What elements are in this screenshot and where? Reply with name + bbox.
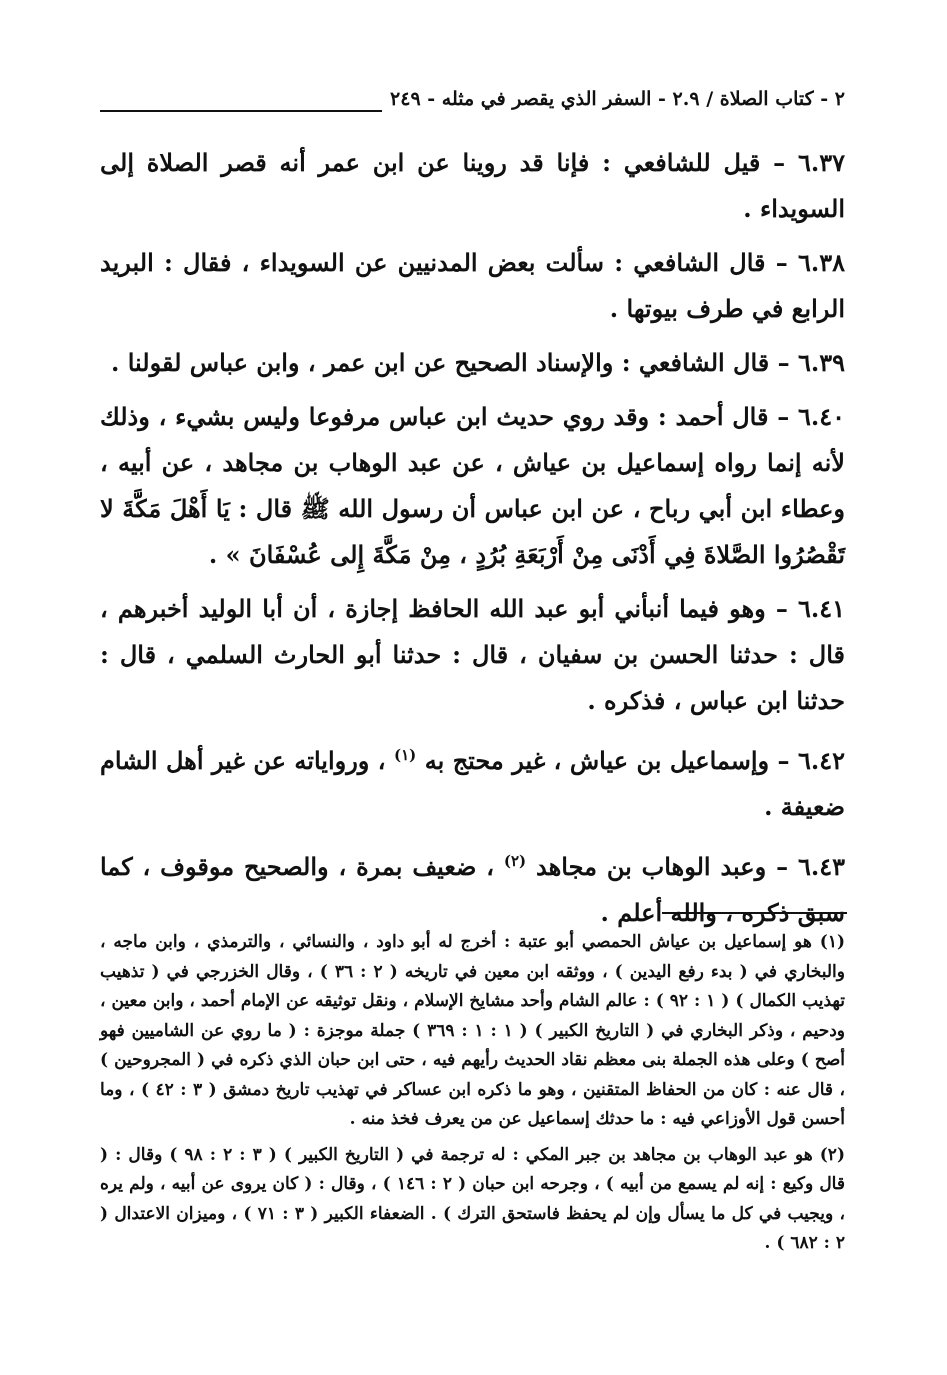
footnote-2: (٢) هو عبد الوهاب بن مجاهد بن جبر المكي : له ترجمة في ( التاريخ الكبير ) ( ٣ : ٢ : ٩٨ ) وقال : ( قال وكيع : إنه لم يسمع من أبيه ) ، وجرحه ابن حبان ( ٢ : ١٤٦ ) ، وقال : ( كان يروى عن أبيه ، ولم يره ، ويجيب في كل ما يسأل وإن لم يحفظ فاستحق الترك ) . الضعفاء الكبير ( ٣ : ٧١ ) ، وميزان الاعتدال ( ٢ : ٦٨٢ ) . — [100, 1144, 845, 1253]
paragraph-6-38 — [100, 240, 845, 332]
paragraph-6-41 — [100, 586, 845, 724]
paragraph-6-43 — [100, 838, 845, 936]
paragraph-6-39 — [100, 340, 845, 386]
paragraph-number: ٦.٤٣ — [797, 852, 845, 881]
paragraph-number: ٦.٣٩ — [797, 348, 845, 377]
paragraph-6-37 — [100, 140, 845, 232]
paragraph-text-continued: ، ضعيف بمرة ، والصحيح موقوف ، كما سبق ذكره ، والله أعلم . — [100, 852, 845, 927]
paragraph-number: ٦.٤٠ — [797, 402, 846, 431]
paragraph-text-continued: ، ورواياته عن غير أهل الشام ضعيفة . — [100, 746, 845, 821]
paragraph-number: ٦.٤٢ — [798, 746, 846, 775]
header-rule — [100, 96, 382, 112]
paragraph-text: – وإسماعيل بن عياش ، غير محتج به — [424, 746, 790, 775]
paragraph-6-42 — [100, 732, 845, 830]
paragraph-6-40 — [100, 394, 845, 578]
footnote-ref-1[interactable]: (١) — [394, 746, 417, 764]
paragraph-text: – قال أحمد : وقد روي حديث ابن عباس مرفوعا وليس بشيء ، وذلك لأنه إنما رواه إسماعيل بن عياش ، عن عبد الوهاب بن مجاهد ، عن أبيه ، وعطاء ابن أبي رباح ، عن ابن عباس أن رسول الله ﷺ قال : يَا أَهْلَ مَكَّةَ لا تَقْصُرُوا الصَّلاةَ فِي أَدْنَى مِنْ أَرْبَعَةِ بُرُدٍ ، مِنْ مَكَّةَ إِلى عُسْفَانَ » . — [100, 402, 845, 569]
paragraph-text: – وهو فيما أنبأني أبو عبد الله الحافظ إجازة ، أن أبا الوليد أخبرهم ، قال : حدثنا الحسن بن سفيان ، قال : حدثنا أبو الحارث السلمي ، قال : حدثنا ابن عباس ، فذكره . — [100, 594, 845, 715]
footnote-ref-2[interactable]: (٢) — [503, 852, 527, 870]
footnotes — [100, 928, 845, 1265]
footnote-1: (١) هو إسماعيل بن عياش الحمصي أبو عتبة : أخرج له أبو داود ، والنسائي ، والترمذي ، وابن ماجه ، والبخاري في ( بدء رفع اليدين ) ، ووثقه ابن معين في تاريخه ( ٢ : ٣٦ ) ، وقال الخزرجي في ( تذهيب تهذيب الكمال ) ( ١ : ٩٢ ) : عالم الشام وأحد مشايخ الإسلام ، ونقل توثيقه عن الإمام أحمد ، وابن معين ، ودحيم ، وذكر البخاري في ( التاريخ الكبير ) ( ١ : ١ : ٣٦٩ ) جملة موجزة : ( ما روي عن الشاميين فهو أصح ) وعلى هذه الجملة بنى معظم نقاد الحديث رأيهم فيه ، حتى ابن حبان الذي ذكره في ( المجروحين ) ، قال عنه : كان من الحفاظ المتقنين ، وهو ما ذكره ابن عساكر في تهذيب تاريخ دمشق ( ٣ : ٤٢ ) ، وما أحسن قول الأوزاعي فيه : ما حدثك إسماعيل عن من يعرف فخذ منه . — [100, 932, 845, 1129]
running-header — [100, 86, 845, 112]
paragraph-text: – وعبد الوهاب بن مجاهد — [536, 852, 789, 881]
paragraph-text: – قال الشافعي : سألت بعض المدنيين عن السويداء ، فقال : البريد الرابع في طرف بيوتها . — [100, 248, 845, 323]
paragraph-text: – قيل للشافعي : فإنا قد روينا عن ابن عمر أنه قصر الصلاة إلى السويداء . — [100, 148, 845, 223]
paragraph-text: – قال الشافعي : والإسناد الصحيح عن ابن عمر ، وابن عباس لقولنا . — [110, 348, 790, 377]
footnote-separator — [662, 912, 847, 914]
main-text — [100, 140, 845, 944]
paragraph-number: ٦.٣٨ — [797, 248, 845, 277]
paragraph-number: ٦.٤١ — [797, 594, 846, 623]
running-header-text: ٢ - كتاب الصلاة / ٢.٩ - السفر الذي يقصر في مثله - ٢٤٩ — [390, 88, 845, 110]
paragraph-number: ٦.٣٧ — [797, 148, 845, 177]
